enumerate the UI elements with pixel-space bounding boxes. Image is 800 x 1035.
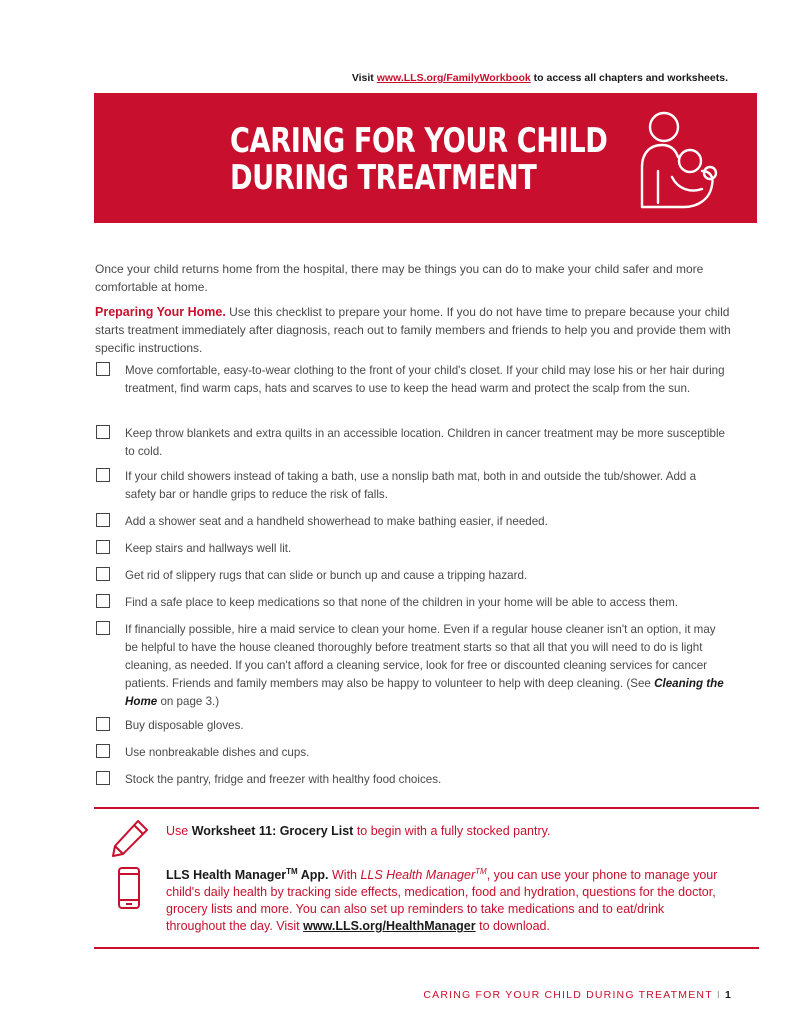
checklist-item-text: Add a shower seat and a handheld showerhead to make bathing easier, if needed. (125, 515, 548, 528)
checklist-item-text: Get rid of slippery rugs that can slide or bunch up and cause a tripping hazard. (125, 569, 528, 582)
cleaning-text: If financially possible, hire a maid service to clean your home. Even if a regular house cleaner isn't an option, it may be helpful to have the house cleaned thoroughly before treatment starts so that all that you will need to do is light cleaning, as needed. If you can't afford a cleaning service, look for free or discounted cleaning services for cancer patients. Friends and family members may also be happy to volunteer to help with deep cleaning. (See (125, 623, 716, 690)
checkbox[interactable] (96, 540, 110, 554)
worksheet-note-suffix: to begin with a fully stocked pantry. (353, 824, 551, 838)
visit-prefix: Visit (351, 72, 377, 84)
footer-separator: I (716, 989, 721, 1001)
checkbox[interactable] (96, 425, 110, 439)
checkbox[interactable] (96, 621, 110, 635)
checkbox[interactable] (96, 744, 110, 758)
checklist-item-text: Use nonbreakable dishes and cups. (125, 746, 310, 759)
phone-icon (117, 866, 141, 910)
checkbox[interactable] (96, 468, 110, 482)
health-manager-note (166, 863, 726, 935)
health-manager-link[interactable]: www.LLS.org/HealthManager (303, 919, 476, 934)
checklist-item-text: Move comfortable, easy-to-wear clothing to the front of your child's closet. If your child may lose his or her hair during treatment, find warm caps, hats and scarves to use to keep the head warm and protect the scalp from the sun. (125, 364, 725, 395)
app-name: LLS Health Manager™ App. (166, 867, 329, 883)
checkbox[interactable] (96, 513, 110, 527)
cleaning-page-ref: on page 3.) (157, 695, 220, 708)
checklist-item-text (125, 621, 725, 711)
checkbox[interactable] (96, 771, 110, 785)
footer-section-title: CARING FOR YOUR CHILD DURING TREATMENT (423, 989, 713, 1001)
checkbox[interactable] (96, 567, 110, 581)
checklist-item-text: Find a safe place to keep medications so that none of the children in your home will be able to access them. (125, 596, 678, 609)
checklist-item-text: Stock the pantry, fridge and freezer with healthy food choices. (125, 773, 442, 786)
worksheet-note-prefix: Use (166, 824, 192, 838)
worksheet-note (166, 823, 726, 840)
app-italic-name: LLS Health Manager™ (360, 867, 487, 883)
preparing-text: Use this checklist to prepare your home. If you do not have time to prepare because your child starts treatment immediately after diagnosis, reach out to family members and friends to help you and provide them with specific instructions. (95, 305, 731, 355)
pencil-icon (110, 818, 150, 858)
title-line-1: CARING FOR YOUR CHILD (230, 121, 608, 161)
worksheet-link[interactable]: Worksheet 11: Grocery List (191, 824, 354, 838)
intro-paragraph: Once your child returns home from the hospital, there may be things you can do to make your child safer and more comfortable at home. (95, 262, 704, 294)
app-end: to download. (475, 919, 550, 934)
page-footer (423, 989, 732, 1001)
checkbox[interactable] (96, 717, 110, 731)
app-with: With (328, 868, 361, 883)
family-workbook-link[interactable]: www.LLS.org/FamilyWorkbook (376, 72, 531, 84)
cleaning-reference: Cleaning the Home (125, 677, 724, 708)
visit-suffix: to access all chapters and worksheets. (530, 72, 728, 84)
preparing-heading: Preparing Your Home. (95, 305, 226, 319)
preparing-paragraph (95, 303, 735, 357)
checklist-item-text: Keep stairs and hallways well lit. (125, 542, 292, 555)
title-line-2: DURING TREATMENT (230, 158, 537, 198)
checklist-item-text: Keep throw blankets and extra quilts in an accessible location. Children in cancer treatment may be more susceptible to cold. (125, 427, 725, 458)
checklist-item-text: Buy disposable gloves. (125, 719, 244, 732)
title-banner (94, 93, 757, 223)
checklist-item-text: If your child showers instead of taking a bath, use a nonslip bath mat, both in and outside the tub/shower. Add a safety bar or handle grips to reduce the risk of falls. (125, 470, 697, 501)
bottom-divider (94, 947, 759, 949)
page-number: 1 (724, 989, 732, 1001)
visit-banner-text (352, 72, 728, 84)
top-divider (94, 807, 759, 809)
page-title (230, 123, 607, 197)
parent-holding-child-icon (632, 105, 722, 211)
checkbox[interactable] (96, 362, 110, 376)
app-description: , you can use your phone to manage your child's daily health by tracking side effects, medication, food and hydration, questions for the doctor, grocery lists and more. You can also set up reminders to take medications and to eat/drink throughout the day. Visit (166, 868, 718, 934)
checkbox[interactable] (96, 594, 110, 608)
